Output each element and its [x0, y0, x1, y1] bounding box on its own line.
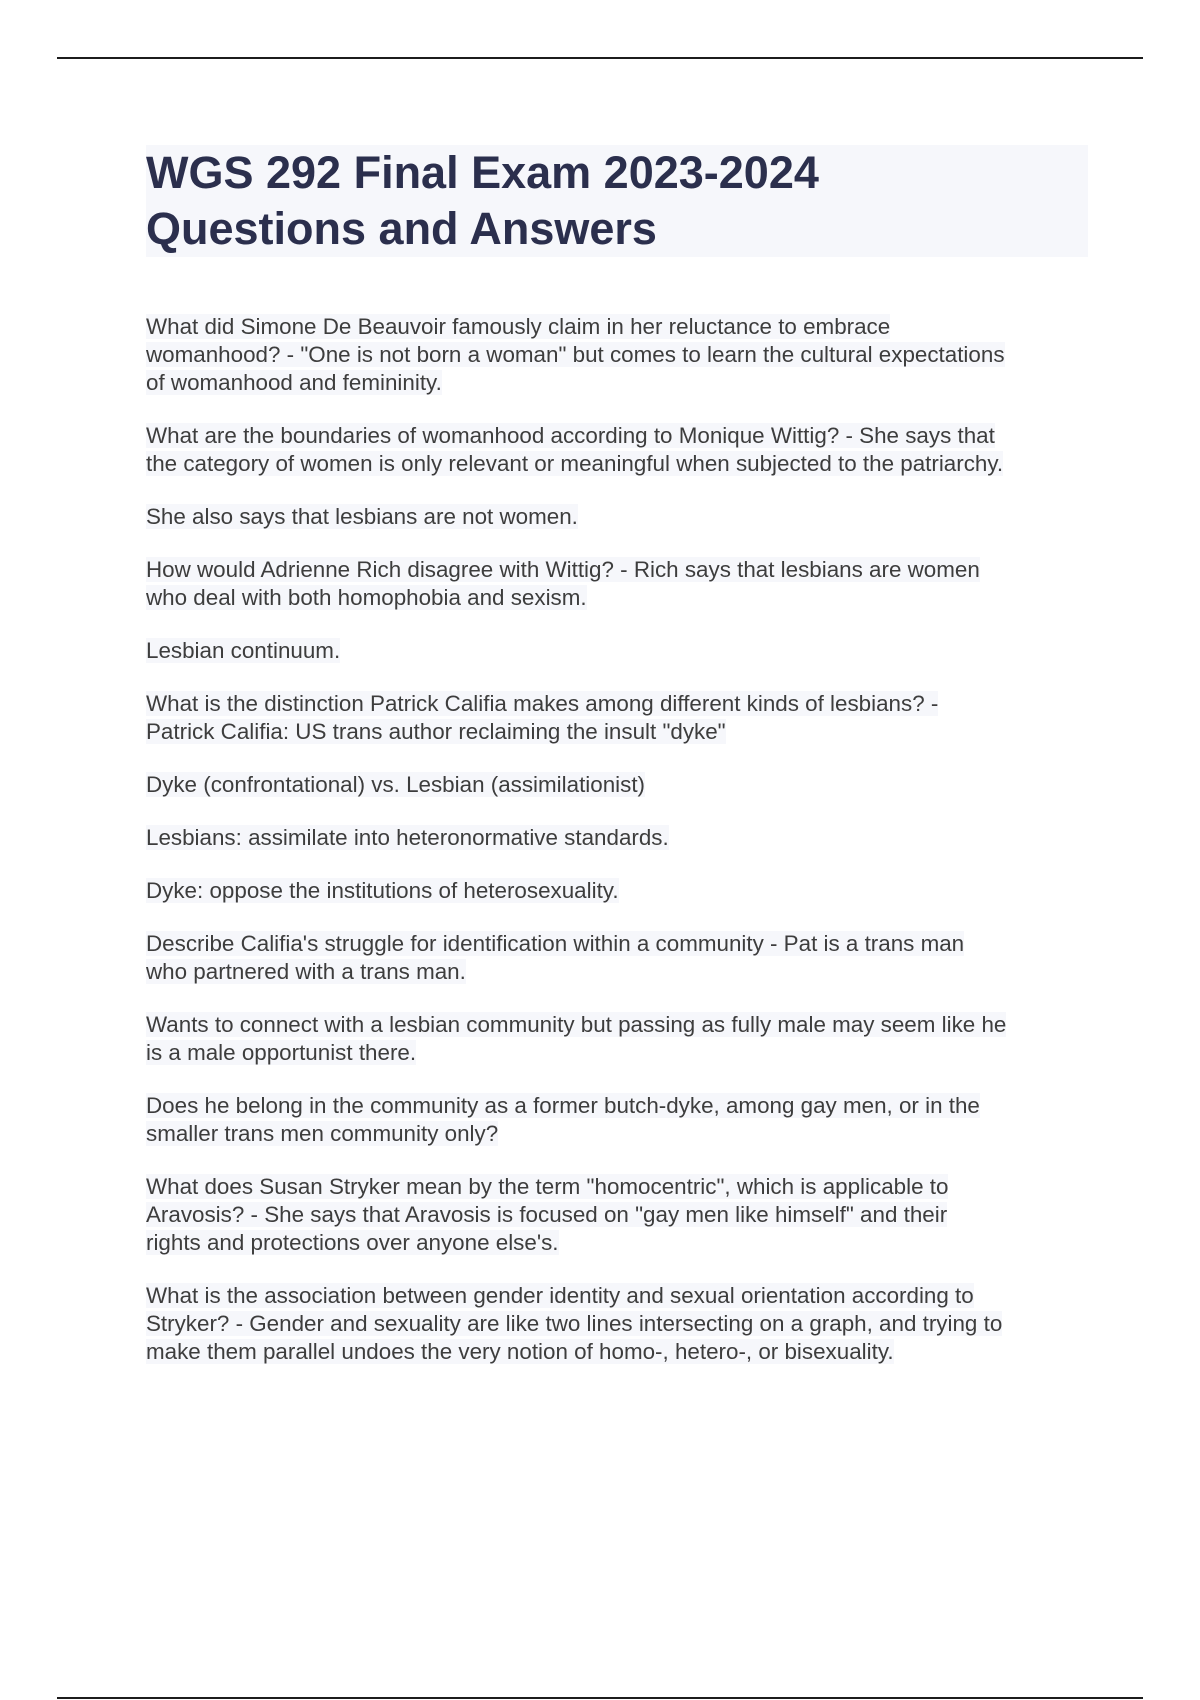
title-line-1: WGS 292 Final Exam 2023-2024 [146, 147, 819, 198]
text-line [146, 450, 1091, 478]
text-line [146, 313, 1091, 341]
page-title [146, 145, 1088, 257]
text-line [146, 1173, 1091, 1201]
text-line-content: What does Susan Stryker mean by the term "homocentric", which is applicable to [146, 1174, 949, 1199]
qa-paragraph [146, 930, 1091, 986]
text-line-content: who deal with both homophobia and sexism. [146, 585, 587, 610]
text-line [146, 824, 1091, 852]
qa-content [146, 313, 1091, 1391]
text-line [146, 1282, 1091, 1310]
text-line-content: Lesbian continuum. [146, 638, 341, 663]
qa-paragraph [146, 556, 1091, 612]
text-line [146, 877, 1091, 905]
text-line-content: What did Simone De Beauvoir famously claim in her reluctance to embrace [146, 314, 891, 339]
top-rule [57, 57, 1143, 59]
text-line [146, 1310, 1091, 1338]
text-line-content: Dyke: oppose the institutions of heterosexuality. [146, 878, 619, 903]
qa-paragraph [146, 313, 1091, 397]
text-line-content: Patrick Califia: US trans author reclaiming the insult "dyke" [146, 719, 726, 744]
text-line [146, 771, 1091, 799]
text-line-content: Dyke (confrontational) vs. Lesbian (assimilationist) [146, 772, 646, 797]
text-line-content: is a male opportunist there. [146, 1040, 417, 1065]
text-line [146, 1039, 1091, 1067]
text-line-content: Does he belong in the community as a former butch-dyke, among gay men, or in the [146, 1093, 980, 1118]
text-line-content: Stryker? - Gender and sexuality are like two lines intersecting on a graph, and trying to [146, 1311, 1003, 1336]
text-line [146, 637, 1091, 665]
bottom-rule [57, 1697, 1143, 1699]
qa-paragraph [146, 771, 1091, 799]
text-line [146, 1201, 1091, 1229]
text-line [146, 1120, 1091, 1148]
text-line-content: Lesbians: assimilate into heteronormative standards. [146, 825, 669, 850]
text-line-content: who partnered with a trans man. [146, 959, 466, 984]
text-line [146, 503, 1091, 531]
text-line-content: make them parallel undoes the very notion of homo-, hetero-, or bisexuality. [146, 1339, 894, 1364]
text-line [146, 1011, 1091, 1039]
text-line-content: of womanhood and femininity. [146, 370, 442, 395]
text-line-content: the category of women is only relevant or meaningful when subjected to the patriarchy. [146, 451, 1004, 476]
text-line-content: Aravosis? - She says that Aravosis is focused on "gay men like himself" and their [146, 1202, 948, 1227]
qa-paragraph [146, 503, 1091, 531]
qa-paragraph [146, 877, 1091, 905]
text-line-content: How would Adrienne Rich disagree with Wittig? - Rich says that lesbians are women [146, 557, 980, 582]
text-line [146, 584, 1091, 612]
text-line [146, 341, 1091, 369]
text-line [146, 1229, 1091, 1257]
text-line [146, 930, 1091, 958]
text-line-content: What is the association between gender identity and sexual orientation according to [146, 1283, 974, 1308]
text-line-content: What is the distinction Patrick Califia makes among different kinds of lesbians? - [146, 691, 939, 716]
text-line-content: Wants to connect with a lesbian community but passing as fully male may seem like he [146, 1012, 1007, 1037]
qa-paragraph [146, 1282, 1091, 1366]
qa-paragraph [146, 1173, 1091, 1257]
text-line [146, 422, 1091, 450]
qa-paragraph [146, 422, 1091, 478]
qa-paragraph [146, 1011, 1091, 1067]
text-line-content: What are the boundaries of womanhood according to Monique Wittig? - She says that [146, 423, 995, 448]
qa-paragraph [146, 690, 1091, 746]
text-line [146, 556, 1091, 584]
qa-paragraph [146, 637, 1091, 665]
text-line [146, 958, 1091, 986]
text-line [146, 1338, 1091, 1366]
text-line [146, 690, 1091, 718]
text-line-content: She also says that lesbians are not women. [146, 504, 578, 529]
text-line [146, 718, 1091, 746]
title-line-2: Questions and Answers [146, 203, 657, 254]
text-line-content: rights and protections over anyone else's. [146, 1230, 559, 1255]
text-line-content: smaller trans men community only? [146, 1121, 499, 1146]
qa-paragraph [146, 1092, 1091, 1148]
text-line [146, 369, 1091, 397]
qa-paragraph [146, 824, 1091, 852]
text-line-content: Describe Califia's struggle for identification within a community - Pat is a trans man [146, 931, 965, 956]
text-line [146, 1092, 1091, 1120]
text-line-content: womanhood? - "One is not born a woman" but comes to learn the cultural expectations [146, 342, 1005, 367]
